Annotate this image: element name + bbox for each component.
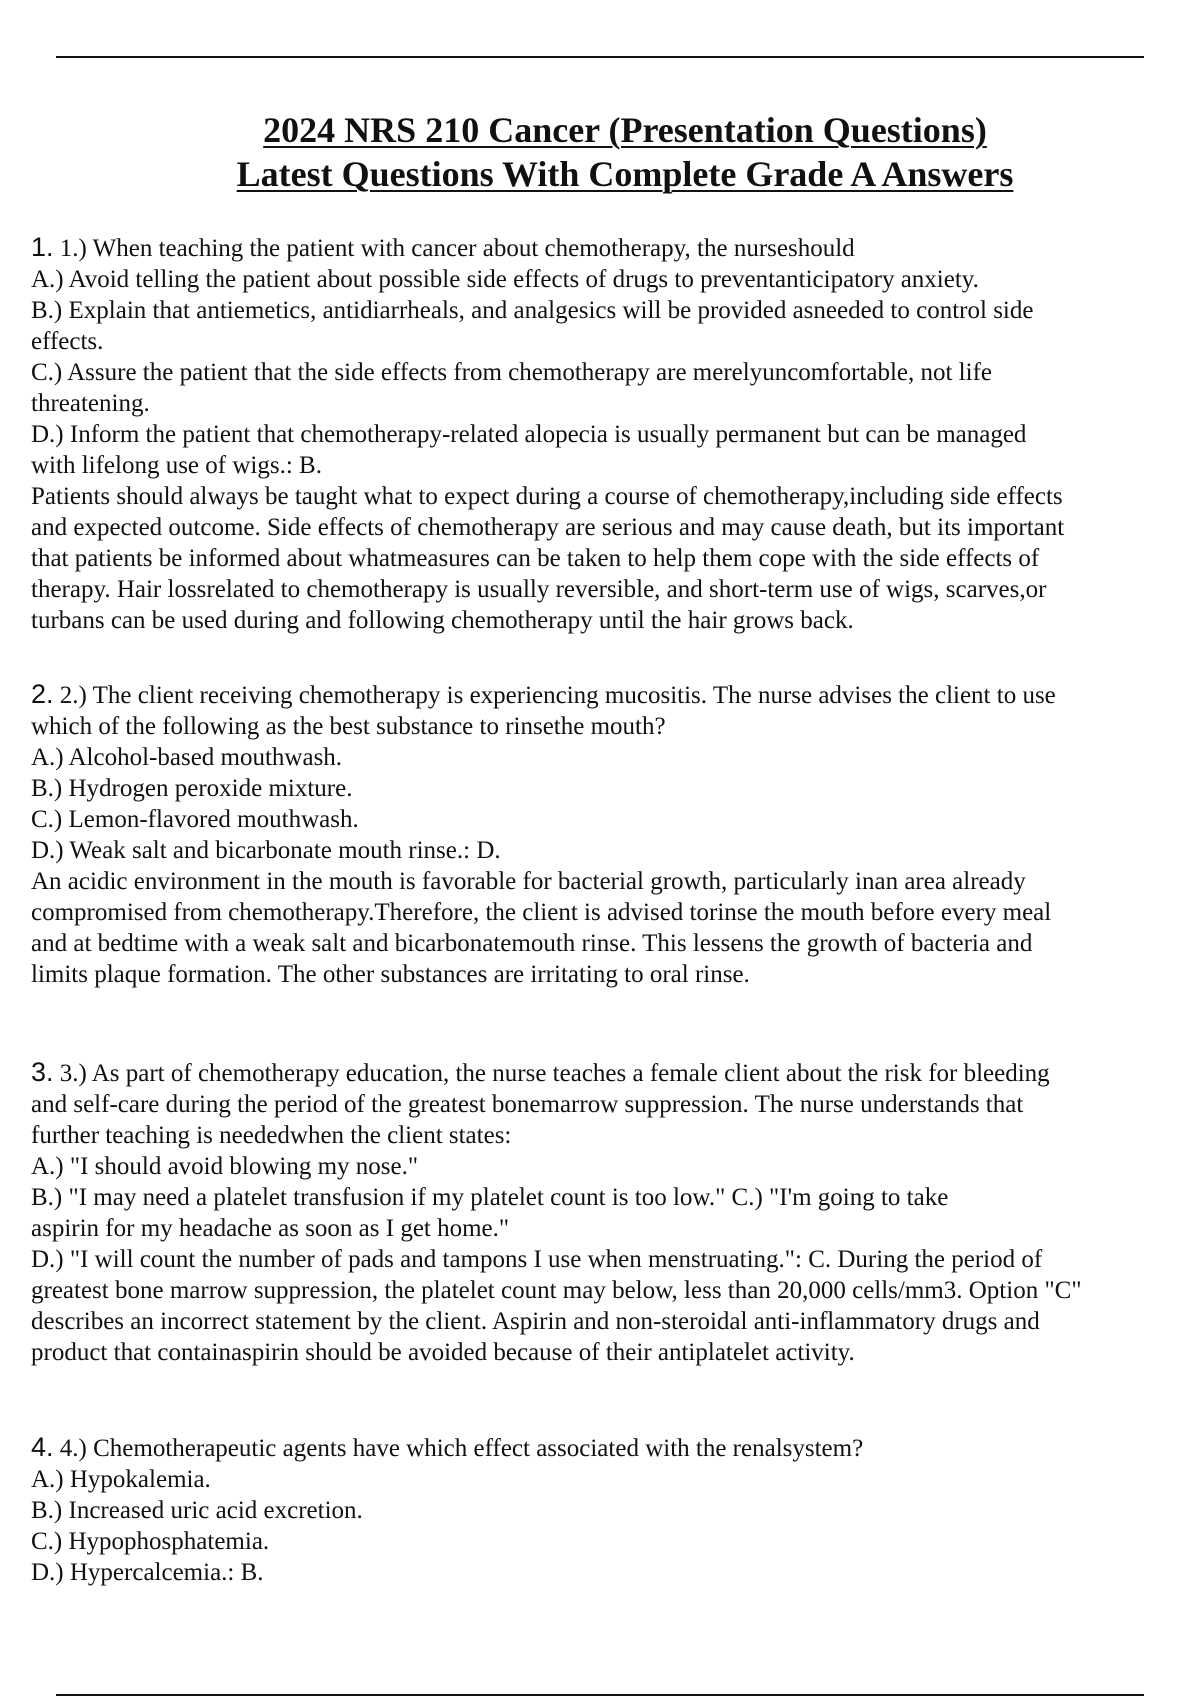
rationale-line: that patients be informed about whatmeasures can be taken to help them cope with the side effects of [31, 545, 1040, 572]
answer-option-continued: aspirin for my headache as soon as I get home." [31, 1215, 510, 1242]
title-line-2: Latest Questions With Complete Grade A Answers [236, 154, 1014, 194]
rationale-line: describes an incorrect statement by the client. Aspirin and non-steroidal anti-inflammatory drugs and [31, 1308, 1040, 1335]
question-stem: 1. 1.) When teaching the patient with cancer about chemotherapy, the nurseshould [31, 232, 855, 262]
question-2 [31, 679, 1200, 990]
answer-option: A.) Hypokalemia. [31, 1466, 211, 1493]
answer-key: D.) Hypercalcemia.: B. [31, 1559, 264, 1586]
question-number: 3. [31, 1057, 54, 1087]
answer-option-continued: threatening. [31, 390, 150, 417]
answer-option: A.) "I should avoid blowing my nose." [31, 1153, 419, 1180]
answer-key: D.) Weak salt and bicarbonate mouth rinse.: D. [31, 837, 501, 864]
answer-option: A.) Avoid telling the patient about possible side effects of drugs to preventanticipatory anxiety. [31, 266, 979, 293]
rationale-line: compromised from chemotherapy.Therefore, the client is advised torinse the mouth before every meal [31, 899, 1052, 926]
rationale-line: An acidic environment in the mouth is favorable for bacterial growth, particularly inan area already [31, 868, 1026, 895]
answer-option: C.) Assure the patient that the side effects from chemotherapy are merelyuncomfortable, not life [31, 359, 992, 386]
answer-option: B.) Increased uric acid excretion. [31, 1497, 363, 1524]
question-number: 2. [31, 679, 54, 709]
question-stem-continued: further teaching is neededwhen the client states: [31, 1122, 512, 1149]
question-number: 1. [31, 232, 54, 262]
question-1 [31, 232, 1200, 636]
rationale-line: therapy. Hair lossrelated to chemotherapy is usually reversible, and short-term use of wigs, scarves,or [31, 576, 1047, 603]
rationale-line: turbans can be used during and following chemotherapy until the hair grows back. [31, 607, 854, 634]
question-stem: 3. 3.) As part of chemotherapy education, the nurse teaches a female client about the risk for bleeding [31, 1057, 1050, 1087]
answer-option: B.) "I may need a platelet transfusion if my platelet count is too low." C.) "I'm going to take [31, 1184, 949, 1211]
rationale-line: product that containaspirin should be avoided because of their antiplatelet activity. [31, 1339, 855, 1366]
question-stem-continued: which of the following as the best substance to rinsethe mouth? [31, 713, 666, 740]
rationale-line: greatest bone marrow suppression, the platelet count may below, less than 20,000 cells/mm3. Option "C" [31, 1277, 1082, 1304]
rationale-line: and at bedtime with a weak salt and bicarbonatemouth rinse. This lessens the growth of bacteria and [31, 930, 1033, 957]
top-rule [56, 56, 1144, 58]
question-list [31, 232, 1200, 1619]
bottom-rule [56, 1694, 1144, 1696]
title-line-1: 2024 NRS 210 Cancer (Presentation Questions) [263, 110, 987, 150]
question-4 [31, 1432, 1200, 1588]
answer-option: D.) Inform the patient that chemotherapy-related alopecia is usually permanent but can be managed [31, 421, 1027, 448]
answer-option: C.) Lemon-flavored mouthwash. [31, 806, 359, 833]
answer-option: B.) Explain that antiemetics, antidiarrheals, and analgesics will be provided asneeded to control side [31, 297, 1034, 324]
answer-option: B.) Hydrogen peroxide mixture. [31, 775, 353, 802]
question-3 [31, 1057, 1200, 1368]
answer-option: C.) Hypophosphatemia. [31, 1528, 270, 1555]
question-stem: 2. 2.) The client receiving chemotherapy is experiencing mucositis. The nurse advises the client to use [31, 679, 1056, 709]
rationale-line: and expected outcome. Side effects of chemotherapy are serious and may cause death, but its important [31, 514, 1065, 541]
answer-key: D.) "I will count the number of pads and tampons I use when menstruating.": C. During the period of [31, 1246, 1043, 1273]
question-stem-continued: and self-care during the period of the greatest bonemarrow suppression. The nurse understands that [31, 1091, 1024, 1118]
question-stem: 4. 4.) Chemotherapeutic agents have which effect associated with the renalsystem? [31, 1432, 864, 1462]
rationale-line: Patients should always be taught what to expect during a course of chemotherapy,including side effects [31, 483, 1063, 510]
document-title [0, 108, 1200, 196]
answer-option: A.) Alcohol-based mouthwash. [31, 744, 343, 771]
answer-option-continued: effects. [31, 328, 104, 355]
rationale-line: limits plaque formation. The other substances are irritating to oral rinse. [31, 961, 750, 988]
question-number: 4. [31, 1432, 54, 1462]
answer-key: with lifelong use of wigs.: B. [31, 452, 322, 479]
